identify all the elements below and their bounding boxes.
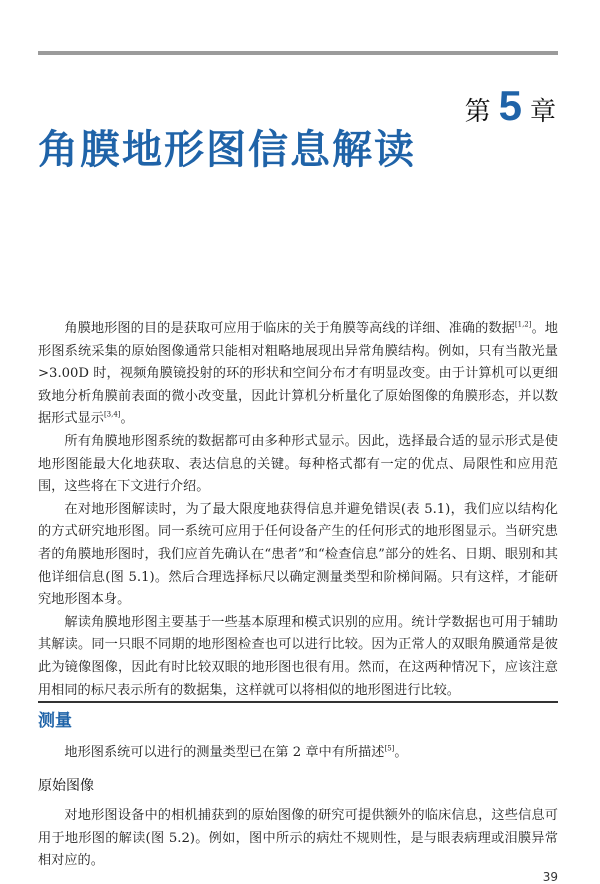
- chapter-label-suffix: 章: [529, 97, 556, 127]
- paragraph-text: 解读角膜地形图主要基于一些基本原理和模式识别的应用。统计学数据也可用于辅助其解读。同一只眼不同期的地形图检查也可以进行比较。因为正常人的双眼角膜通常是彼此为镜像图像，因此有时比较双眼的地形图也很有用。然而，在这两种情况下，应该注意用相同的标尺表示所有的数据集，这样就可以将相似的地形图进行比较。: [38, 614, 558, 698]
- page-number: 39: [542, 870, 558, 884]
- body-text: [38, 318, 558, 702]
- citation: [5]: [384, 744, 395, 753]
- paragraph-text: 。地形图系统采集的原始图像通常只能相对粗略地展现出异常角膜结构。例如，只有当散光量>3.00D 时，视频角膜镜投射的环的形状和空间分布才有明显改变。由于计算机可以更细致地分析角膜前表面的微小改变量，因此计算机分析量化了原始图像的角膜形态，并以数据形式显示: [38, 321, 558, 427]
- subsection-paragraph: 对地形图设备中的相机捕获到的原始图像的研究可提供额外的临床信息，这些信息可用于地形图的解读(图 5.2)。例如，图中所示的病灶不规则性，是与眼表病理或泪膜异常相对应的。: [38, 808, 558, 869]
- chapter-label-prefix: 第: [464, 97, 491, 127]
- citation: [3,4]: [103, 410, 121, 419]
- paragraph-text: 角膜地形图的目的是获取可应用于临床的关于角膜等高线的详细、准确的数据: [64, 321, 515, 336]
- section-text-end: 。: [394, 745, 408, 760]
- section-rule: [38, 701, 558, 703]
- paragraph: [38, 318, 558, 431]
- paragraph-text: 。: [120, 411, 134, 427]
- section-heading: 测量: [38, 711, 72, 731]
- chapter-number: 5: [498, 82, 522, 129]
- paragraph-text: 在对地形图解读时，为了最大限度地获得信息并避免错误(表 5.1)，我们应以结构化的方式研究地形图。同一系统可应用于任何设备产生的任何形式的地形图显示。当研究患者的角膜地形图时，我们应首先确认在“患者”和“检查信息”部分的姓名、日期、眼别和其他详细信息(图 5.1)。然后合理选择标尺以确定测量类型和阶梯间隔。只有这样，才能研究地形图本身。: [38, 501, 558, 608]
- chapter-title: 角膜地形图信息解读: [38, 127, 416, 173]
- chapter-label: [465, 82, 556, 130]
- top-rule: [38, 51, 558, 55]
- section-text: 地形图系统可以进行的测量类型已在第 2 章中有所描述: [64, 745, 385, 760]
- paragraph: [38, 612, 558, 702]
- paragraph-text: 所有角膜地形图系统的数据都可由多种形式显示。因此，选择最合适的显示形式是使地形图能最大化地获取、表达信息的关键。每种格式都有一定的优点、局限性和应用范围，这些将在下文进行介绍。: [38, 433, 558, 495]
- citation: [1,2]: [514, 320, 532, 329]
- paragraph: [38, 431, 558, 499]
- paragraph: [38, 499, 558, 612]
- subsection-heading: 原始图像: [38, 778, 94, 794]
- section-paragraph: [38, 742, 558, 765]
